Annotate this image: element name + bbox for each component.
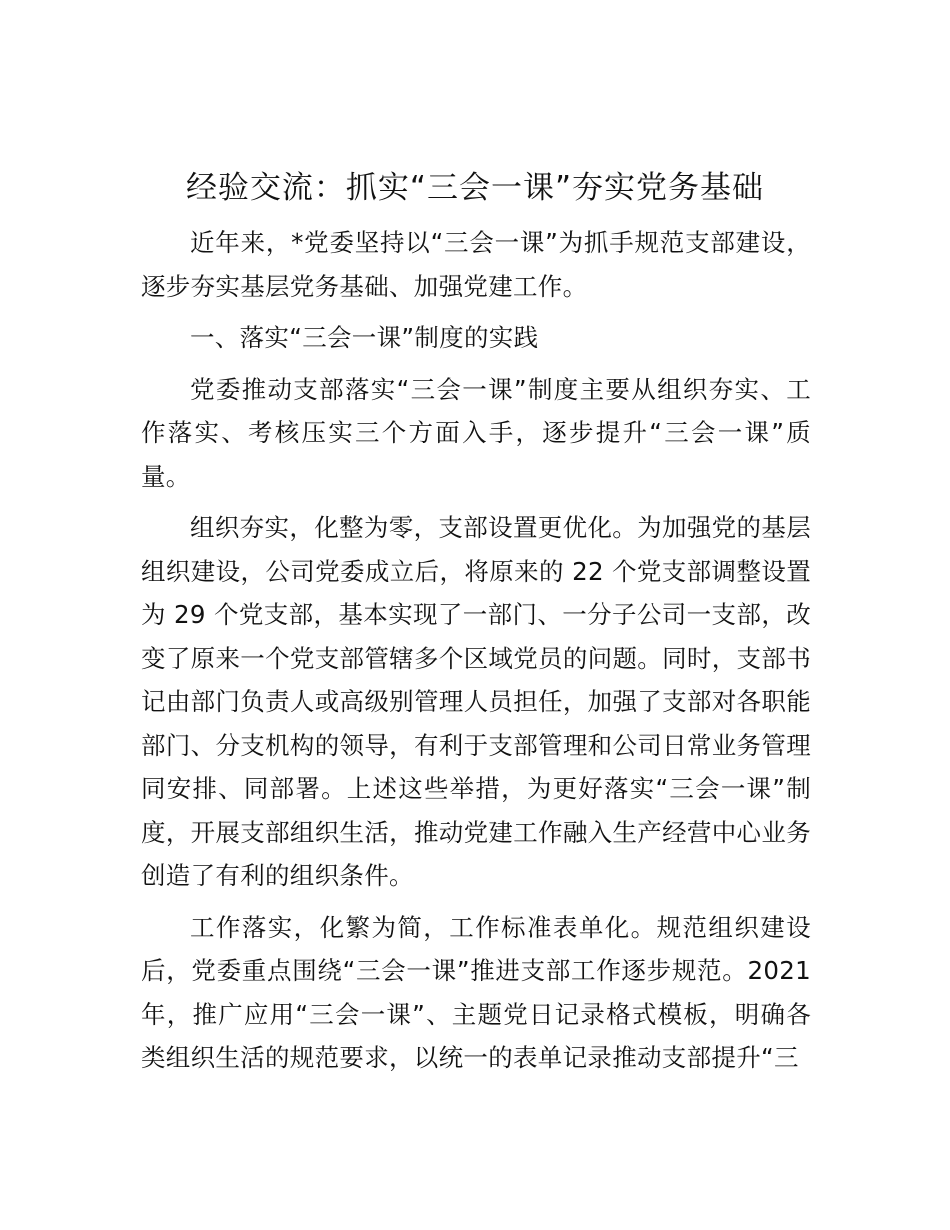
paragraph-overview: 党委推动支部落实“三会一课”制度主要从组织夯实、工作落实、考核压实三个方面入手，逐步提升“三会一课”质量。 (141, 374, 811, 491)
document-title: 经验交流：抓实“三会一课”夯实党务基础 (185, 170, 765, 206)
document-body (141, 221, 811, 1088)
paragraph-intro: 近年来，*党委坚持以“三会一课”为抓手规范支部建设，逐步夯实基层党务基础、加强党建工作。 (141, 228, 811, 301)
paragraph-work: 工作落实，化繁为简，工作标准表单化。规范组织建设后，党委重点围绕“三会一课”推进支部工作逐步规范。2021 年，推广应用“三会一课”、主题党日记录格式模板，明确各类组织生活的规范要求，以统一的表单记录推动支部提升“三 (141, 912, 811, 1072)
paragraph-organization: 组织夯实，化整为零，支部设置更优化。为加强党的基层组织建设，公司党委成立后，将原来的 22 个党支部调整设置为 29 个党支部，基本实现了一部门、一分子公司一支部，改变了原来一个党支部管辖多个区域党员的问题。同时，支部书记由部门负责人或高级别管理人员担任，加强了支部对各职能部门、分支机构的领导，有利于支部管理和公司日常业务管理同安排、同部署。上述这些举措，为更好落实“三会一课”制度，开展支部组织生活，推动党建工作融入生产经营中心业务创造了有利的组织条件。 (141, 513, 811, 890)
section-heading-1: 一、落实“三会一课”制度的实践 (190, 323, 539, 352)
